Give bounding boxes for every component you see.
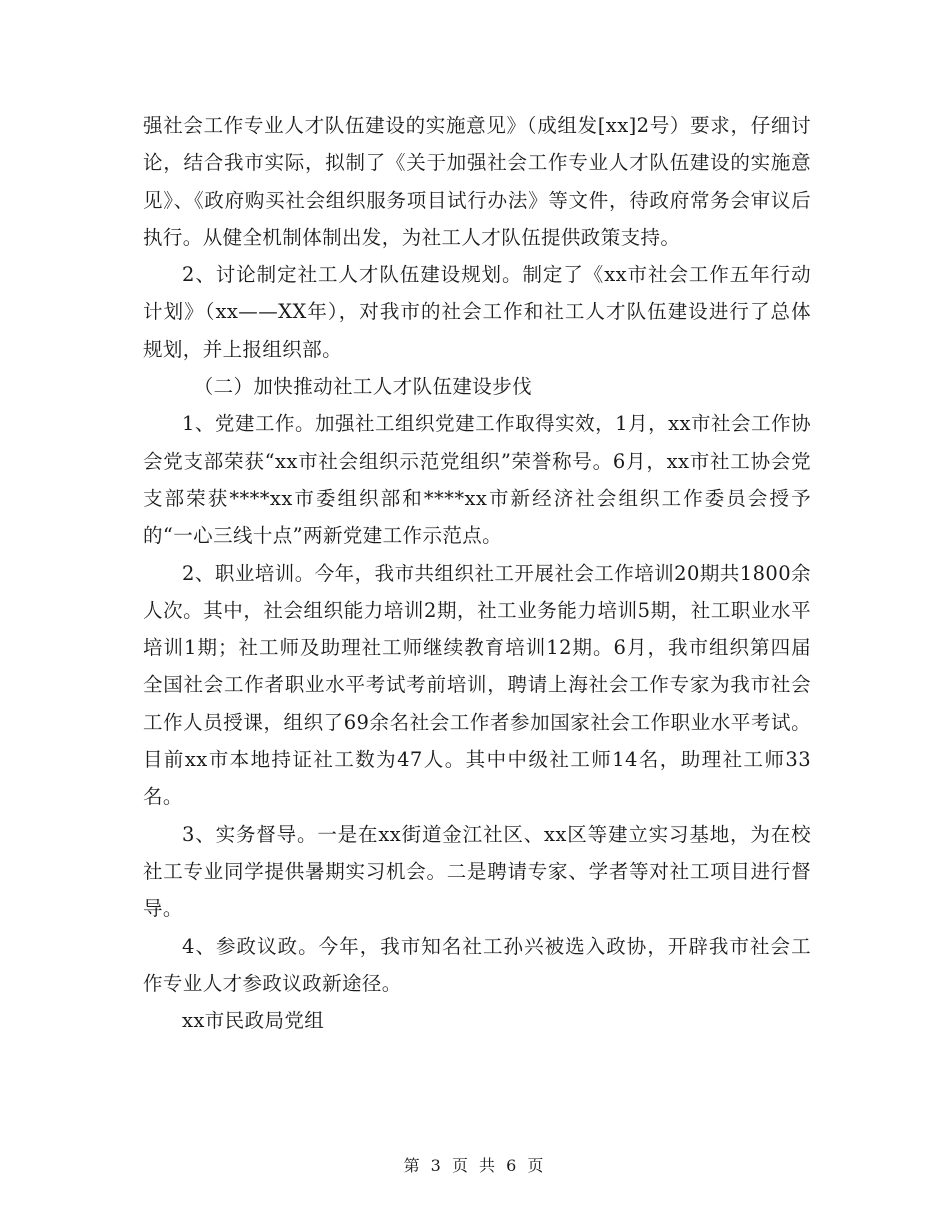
page-number: 第 3 页 共 6 页 <box>403 1156 547 1175</box>
paragraph-planning: 2、讨论制定社工人才队伍建设规划。制定了《xx市社会工作五年行动计划》（xx——XX年），对我市的社会工作和社工人才队伍建设进行了总体规划，并上报组织部。 <box>143 263 811 361</box>
paragraph-political-participation: 4、参政议政。今年，我市知名社工孙兴被选入政协，开辟我市社会工作专业人才参政议政新途径。 <box>143 934 811 995</box>
paragraph-supervision: 3、实务督导。一是在xx街道金江社区、xx区等建立实习基地，为在校社工专业同学提供暑期实习机会。二是聘请专家、学者等对社工项目进行督导。 <box>143 822 811 921</box>
paragraph-training: 2、职业培训。今年，我市共组织社工开展社会工作培训20期共1800余人次。其中，社会组织能力培训2期，社工业务能力培训5期，社工职业水平培训1期；社工师及助理社工师继续教育培训12期。6月，我市组织第四届全国社会工作者职业水平考试考前培训，聘请上海社会工作专家为我市社会工作人员授课，组织了69余名社会工作者参加国家社会工作职业水平考试。目前xx市本地持证社工数为47人。其中中级社工师14名，助理社工师33名。 <box>143 561 811 809</box>
paragraph-party-building: 1、党建工作。加强社工组织党建工作取得实效，1月，xx市社会工作协会党支部荣获“xx市社会组织示范党组织”荣誉称号。6月，xx市社工协会党支部荣获****xx市委组织部和****xx市新经济社会组织工作委员会授予的“一心三线十点”两新党建工作示范点。 <box>143 412 811 548</box>
signature-line: xx市民政局党组 <box>182 1009 325 1033</box>
section-heading: （二）加快推动社工人才队伍建设步伐 <box>193 375 532 399</box>
document-body <box>143 107 811 1039</box>
paragraph-policy-continuation: 强社会工作专业人才队伍建设的实施意见》（成组发[xx]2号）要求，仔细讨论，结合我市实际，拟制了《关于加强社会工作专业人才队伍建设的实施意见》、《政府购买社会组织服务项目试行办法》等文件，待政府常务会审议后执行。从健全机制体制出发，为社工人才队伍提供政策支持。 <box>143 114 811 249</box>
